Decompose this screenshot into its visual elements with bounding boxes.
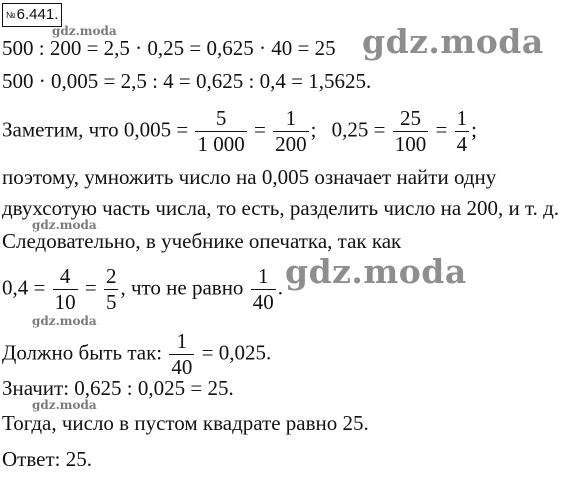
result-line: Значит: 0,625 : 0,025 = 25.	[2, 376, 234, 400]
conclusion-line: Тогда, число в пустом квадрате равно 25.	[2, 411, 369, 435]
remark-prefix: Заметим, что 0,005 =	[2, 117, 189, 142]
watermark-large: gdz.moda	[285, 252, 467, 291]
text-line-5: двухсотую часть числа, то есть, разделить число на 200, и т. д.	[2, 196, 560, 220]
comparison-line: 0,4 = $\frac{4}{10}$ = $\frac{2}{5}$ , что не равно $\frac{1}{40}$ .	[2, 264, 283, 314]
fraction-2-over-5: $\frac{2}{5}$	[105, 264, 117, 314]
fraction-1-over-4: $\frac{1}{4}$	[456, 106, 468, 156]
watermark-small: gdz.moda	[32, 398, 97, 412]
text-line-6: Следовательно, в учебнике опечатка, так как	[2, 229, 402, 253]
fraction-1-over-200: $\frac{1}{200}$	[275, 106, 307, 156]
watermark-small: gdz.moda	[32, 314, 97, 328]
watermark-small: gdz.moda	[32, 218, 97, 232]
fraction-4-over-10: $\frac{4}{10}$	[54, 264, 76, 314]
fraction-1-over-40: $\frac{1}{40}$	[171, 329, 193, 379]
remark-line: Заметим, что 0,005 = $\frac{5}{1 000}$ = $\frac{1}{200}$ ; 0,25 = $\frac{25}{100}$ = $\frac{1}{4}$ ;	[2, 106, 477, 156]
equation-line-2: 500 · 0,005 = 2,5 : 4 = 0,625 : 0,4 = 1,5625.	[2, 69, 372, 93]
text-line-4: поэтому, умножить число на 0,005 означает найти одну	[2, 165, 497, 189]
watermark-small: gdz.moda	[52, 24, 117, 38]
correction-line: Должно быть так: $\frac{1}{40}$ = 0,025.	[2, 329, 272, 379]
watermark-large: gdz.moda	[362, 22, 544, 61]
equation-line-1: 500 : 200 = 2,5 · 0,25 = 0,625 · 40 = 25	[2, 36, 336, 60]
fraction-1-over-40: $\frac{1}{40}$	[252, 264, 274, 314]
answer-line: Ответ: 25.	[2, 447, 92, 471]
problem-number: №6.441.	[2, 3, 62, 27]
fraction-5-over-1000: $\frac{5}{1 000}$	[197, 106, 245, 156]
fraction-25-over-100: $\frac{25}{100}$	[394, 106, 427, 156]
